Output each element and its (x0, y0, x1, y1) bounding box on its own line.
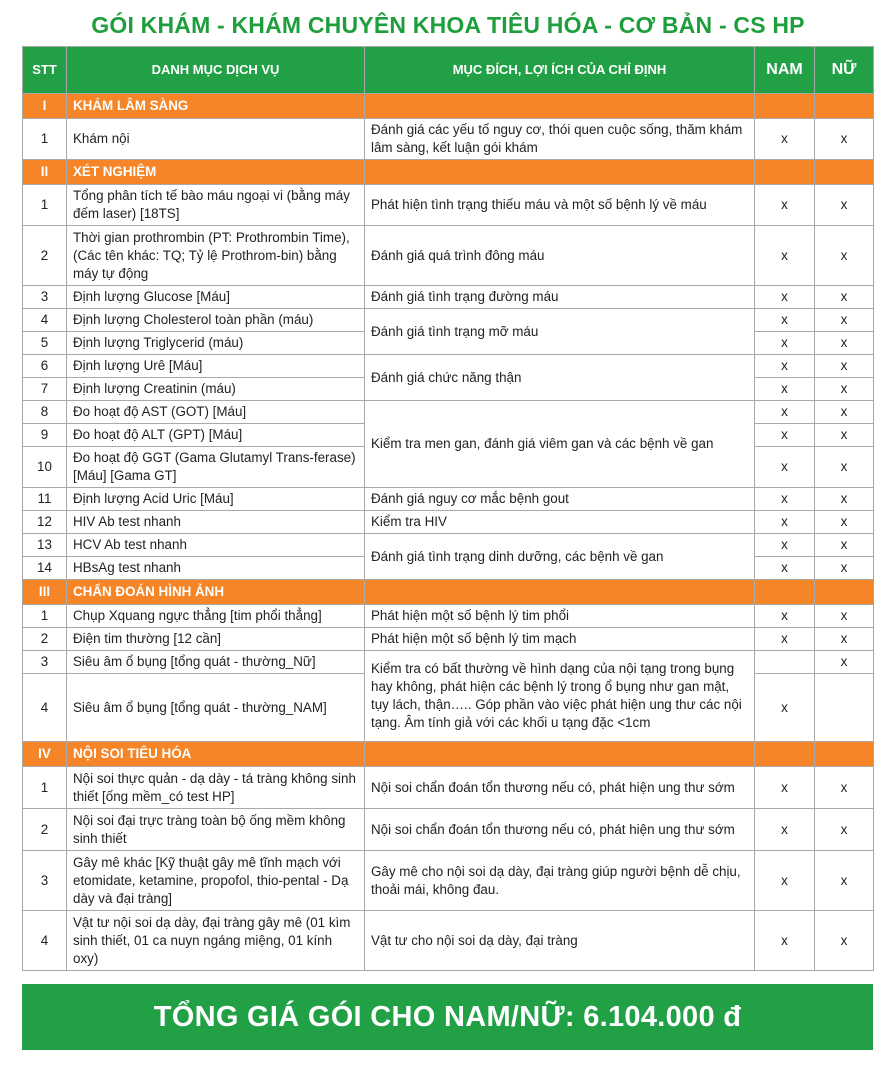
row-stt: 9 (23, 424, 67, 447)
row-nam: x (755, 332, 815, 355)
row-stt: 12 (23, 511, 67, 534)
table-row (23, 488, 874, 511)
row-nam: x (755, 488, 815, 511)
row-stt: 13 (23, 534, 67, 557)
row-nu: x (815, 851, 874, 911)
row-stt: 6 (23, 355, 67, 378)
table-row (23, 534, 874, 557)
row-stt: 7 (23, 378, 67, 401)
row-purpose: Phát hiện tình trạng thiếu máu và một số bệnh lý về máu (365, 185, 755, 226)
section-label: CHẨN ĐOÁN HÌNH ẢNH (67, 580, 365, 605)
row-nam: x (755, 119, 815, 160)
row-nam: x (755, 557, 815, 580)
row-nu: x (815, 286, 874, 309)
table-row (23, 401, 874, 424)
row-purpose: Đánh giá nguy cơ mắc bệnh gout (365, 488, 755, 511)
row-service: Vật tư nội soi dạ dày, đại tràng gây mê (01 kìm sinh thiết, 01 ca nuyn ngáng miệng, 01 kính oxy) (67, 911, 365, 971)
row-nu: x (815, 332, 874, 355)
row-purpose: Đánh giá các yếu tố nguy cơ, thói quen cuộc sống, thăm khám lâm sàng, kết luận gói khám (365, 119, 755, 160)
row-purpose: Gây mê cho nội soi dạ dày, đại tràng giúp người bệnh dễ chịu, thoải mái, không đau. (365, 851, 755, 911)
row-nu: x (815, 401, 874, 424)
row-service: Định lượng Triglycerid (máu) (67, 332, 365, 355)
row-stt: 11 (23, 488, 67, 511)
row-nam: x (755, 401, 815, 424)
row-nam: x (755, 286, 815, 309)
row-service: Tổng phân tích tế bào máu ngoại vi (bằng máy đếm laser) [18TS] (67, 185, 365, 226)
header-stt: STT (23, 47, 67, 94)
row-nu: x (815, 309, 874, 332)
row-nu: x (815, 605, 874, 628)
row-purpose: Phát hiện một số bệnh lý tim phổi (365, 605, 755, 628)
section-row (23, 94, 874, 119)
section-number: IV (23, 742, 67, 767)
row-stt: 3 (23, 286, 67, 309)
row-stt: 1 (23, 185, 67, 226)
row-stt: 1 (23, 767, 67, 809)
row-service: Nội soi đại trực tràng toàn bộ ống mềm không sinh thiết (67, 809, 365, 851)
total-price-banner: TỔNG GIÁ GÓI CHO NAM/NỮ: 6.104.000 đ (22, 984, 873, 1050)
row-nu (815, 674, 874, 742)
row-nam: x (755, 605, 815, 628)
table-row (23, 226, 874, 286)
table-row (23, 605, 874, 628)
row-service: HCV Ab test nhanh (67, 534, 365, 557)
row-purpose: Đánh giá tình trạng đường máu (365, 286, 755, 309)
table-row (23, 185, 874, 226)
row-service: Định lượng Cholesterol toàn phần (máu) (67, 309, 365, 332)
row-nu: x (815, 767, 874, 809)
section-number: I (23, 94, 67, 119)
row-nam: x (755, 355, 815, 378)
row-purpose: Kiểm tra HIV (365, 511, 755, 534)
row-service: HBsAg test nhanh (67, 557, 365, 580)
row-service: Nội soi thực quản - dạ dày - tá tràng không sinh thiết [ống mềm_có test HP] (67, 767, 365, 809)
table-row (23, 286, 874, 309)
section-row (23, 580, 874, 605)
section-number: II (23, 160, 67, 185)
row-nam: x (755, 511, 815, 534)
table-row (23, 511, 874, 534)
row-nu: x (815, 809, 874, 851)
row-nu: x (815, 511, 874, 534)
row-stt: 8 (23, 401, 67, 424)
row-nu: x (815, 534, 874, 557)
row-purpose: Kiểm tra men gan, đánh giá viêm gan và các bệnh về gan (365, 401, 755, 488)
row-nam: x (755, 628, 815, 651)
row-service: Gây mê khác [Kỹ thuật gây mê tĩnh mạch với etomidate, ketamine, propofol, thio-pental - Dạ dày và đại tràng] (67, 851, 365, 911)
row-service: Định lượng Acid Uric [Máu] (67, 488, 365, 511)
row-nam: x (755, 378, 815, 401)
section-row (23, 742, 874, 767)
row-nu: x (815, 226, 874, 286)
row-stt: 3 (23, 851, 67, 911)
row-nam (755, 651, 815, 674)
table-row (23, 309, 874, 332)
row-nam: x (755, 309, 815, 332)
row-service: Thời gian prothrombin (PT: Prothrombin Time), (Các tên khác: TQ; Tỷ lệ Prothrom-bin) bằng máy tự động (67, 226, 365, 286)
table-row (23, 851, 874, 911)
row-nu: x (815, 424, 874, 447)
row-service: Điện tim thường [12 cần] (67, 628, 365, 651)
row-service: Định lượng Urê [Máu] (67, 355, 365, 378)
header-service: DANH MỤC DỊCH VỤ (67, 47, 365, 94)
page-title: GÓI KHÁM - KHÁM CHUYÊN KHOA TIÊU HÓA - CƠ BẢN - CS HP (91, 12, 805, 38)
row-purpose: Đánh giá quá trình đông máu (365, 226, 755, 286)
service-package-table (22, 46, 874, 971)
row-nu: x (815, 488, 874, 511)
row-stt: 2 (23, 809, 67, 851)
row-purpose: Đánh giá chức năng thận (365, 355, 755, 401)
row-nu: x (815, 378, 874, 401)
table-row (23, 119, 874, 160)
table-row (23, 651, 874, 674)
row-nu: x (815, 355, 874, 378)
row-stt: 10 (23, 447, 67, 488)
row-service: Khám nội (67, 119, 365, 160)
row-purpose: Đánh giá tình trạng mỡ máu (365, 309, 755, 355)
section-label: XÉT NGHIỆM (67, 160, 365, 185)
header-nu: NỮ (815, 47, 874, 94)
row-nam: x (755, 185, 815, 226)
section-number: III (23, 580, 67, 605)
row-stt: 2 (23, 628, 67, 651)
row-stt: 4 (23, 674, 67, 742)
row-stt: 4 (23, 309, 67, 332)
row-nu: x (815, 628, 874, 651)
row-stt: 1 (23, 605, 67, 628)
row-nam: x (755, 911, 815, 971)
section-row (23, 160, 874, 185)
row-stt: 4 (23, 911, 67, 971)
row-nam: x (755, 534, 815, 557)
row-stt: 14 (23, 557, 67, 580)
row-service: Định lượng Glucose [Máu] (67, 286, 365, 309)
row-purpose: Vật tư cho nội soi dạ dày, đại tràng (365, 911, 755, 971)
table-row (23, 809, 874, 851)
row-purpose: Kiểm tra có bất thường về hình dạng của nội tạng trong bụng hay không, phát hiện các bệnh lý trong ổ bụng như gan mật, tụy lách, thận….. Góp phần vào việc phát hiện ung thư các nội tạng. Âm tính giả với các khối u tạng đặc <1cm (365, 651, 755, 742)
row-service: Định lượng Creatinin (máu) (67, 378, 365, 401)
row-stt: 1 (23, 119, 67, 160)
row-purpose: Nội soi chẩn đoán tổn thương nếu có, phát hiện ung thư sớm (365, 767, 755, 809)
row-nam: x (755, 809, 815, 851)
row-stt: 5 (23, 332, 67, 355)
row-service: Siêu âm ổ bụng [tổng quát - thường_NAM] (67, 674, 365, 742)
table-row (23, 911, 874, 971)
row-nu: x (815, 119, 874, 160)
row-service: Chụp Xquang ngực thẳng [tim phổi thẳng] (67, 605, 365, 628)
header-purpose: MỤC ĐÍCH, LỢI ÍCH CỦA CHỈ ĐỊNH (365, 47, 755, 94)
row-nu: x (815, 185, 874, 226)
row-service: Đo hoạt độ GGT (Gama Glutamyl Trans-ferase) [Máu] [Gama GT] (67, 447, 365, 488)
table-row (23, 628, 874, 651)
table-row (23, 355, 874, 378)
table-row (23, 767, 874, 809)
row-nam: x (755, 674, 815, 742)
row-nam: x (755, 851, 815, 911)
row-service: Đo hoạt độ AST (GOT) [Máu] (67, 401, 365, 424)
section-label: NỘI SOI TIÊU HÓA (67, 742, 365, 767)
row-stt: 3 (23, 651, 67, 674)
row-purpose: Đánh giá tình trạng dinh dưỡng, các bệnh về gan (365, 534, 755, 580)
row-service: HIV Ab test nhanh (67, 511, 365, 534)
row-nam: x (755, 447, 815, 488)
row-purpose: Nội soi chẩn đoán tổn thương nếu có, phát hiện ung thư sớm (365, 809, 755, 851)
row-service: Đo hoạt độ ALT (GPT) [Máu] (67, 424, 365, 447)
row-nam: x (755, 424, 815, 447)
row-nam: x (755, 226, 815, 286)
row-nu: x (815, 651, 874, 674)
row-nu: x (815, 911, 874, 971)
row-nam: x (755, 767, 815, 809)
row-stt: 2 (23, 226, 67, 286)
row-nu: x (815, 447, 874, 488)
section-label: KHÁM LÂM SÀNG (67, 94, 365, 119)
row-service: Siêu âm ổ bụng [tổng quát - thường_Nữ] (67, 651, 365, 674)
header-nam: NAM (755, 47, 815, 94)
row-nu: x (815, 557, 874, 580)
table-header-row (23, 47, 874, 94)
row-purpose: Phát hiện một số bệnh lý tim mạch (365, 628, 755, 651)
